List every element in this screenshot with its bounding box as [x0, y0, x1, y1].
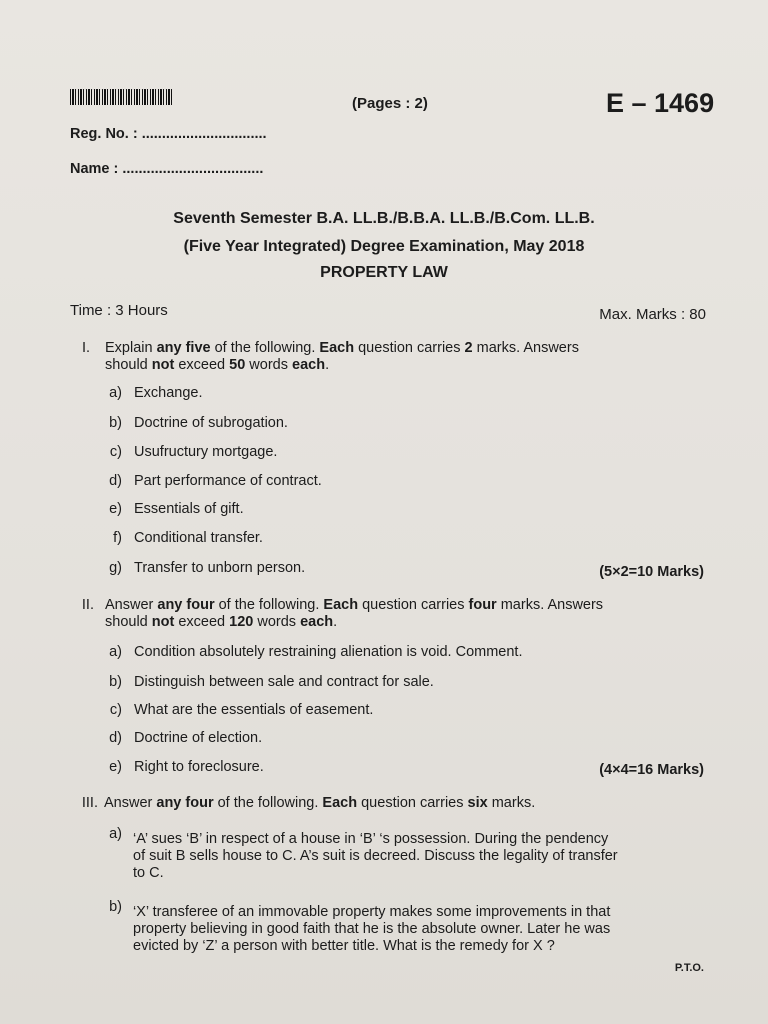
- option-text: Part performance of contract.: [134, 473, 322, 489]
- time-allowed: Time : 3 Hours: [70, 302, 168, 319]
- option-text-line: property believing in good faith that he is the absolute owner. Later he was: [133, 921, 611, 937]
- question-number: II.: [81, 597, 94, 613]
- question-instruction-line1: Answer any four of the following. Each question carries four marks. Answers: [105, 597, 604, 613]
- option-text: Usufructury mortgage.: [134, 444, 278, 460]
- option-text: Conditional transfer.: [134, 530, 263, 546]
- option-text: Right to foreclosure.: [134, 759, 264, 775]
- option-label: d): [109, 473, 122, 489]
- question-number: I.: [81, 340, 90, 356]
- option-label: g): [109, 560, 122, 576]
- barcode: [70, 89, 172, 105]
- option-label: d): [109, 730, 122, 746]
- option-text-line: ‘A’ sues ‘B’ in respect of a house in ‘B’ ‘s possession. During the pendency: [133, 831, 609, 847]
- option-text-line: ‘X’ transferee of an immovable property makes some improvements in that: [133, 904, 611, 920]
- option-text: Doctrine of election.: [134, 730, 263, 746]
- marks-allocation: (4×4=16 Marks): [599, 762, 704, 778]
- exam-code: E – 1469: [606, 88, 715, 118]
- option-text: Essentials of gift.: [134, 501, 244, 517]
- option-text: What are the essentials of easement.: [134, 702, 374, 718]
- option-label: b): [109, 899, 122, 915]
- option-label: a): [109, 826, 122, 842]
- option-label: c): [109, 444, 122, 460]
- exam-title-line1: Seventh Semester B.A. LL.B./B.B.A. LL.B./B.Com. LL.B.: [173, 210, 595, 227]
- question-number: III.: [81, 795, 98, 811]
- question-instruction-line1: Explain any five of the following. Each question carries 2 marks. Answers: [105, 340, 579, 356]
- option-label: e): [109, 501, 122, 517]
- option-text-line: to C.: [133, 865, 164, 881]
- reg-no-field: Reg. No. : ...............................: [70, 126, 267, 142]
- page-turn-over: P.T.O.: [674, 962, 704, 974]
- subject-title: PROPERTY LAW: [320, 264, 448, 281]
- option-label: e): [109, 759, 122, 775]
- option-text: Condition absolutely restraining alienation is void. Comment.: [134, 644, 523, 660]
- option-text: Distinguish between sale and contract for sale.: [134, 674, 434, 690]
- option-label: a): [109, 385, 122, 401]
- question-instruction-line2: should not exceed 120 words each.: [105, 614, 338, 630]
- option-text: Exchange.: [134, 385, 203, 401]
- option-label: f): [113, 530, 122, 546]
- question-instruction-line2: should not exceed 50 words each.: [105, 357, 330, 373]
- option-text-line: evicted by ‘Z’ a person with better title. What is the remedy for X ?: [133, 938, 555, 954]
- marks-allocation: (5×2=10 Marks): [599, 564, 704, 580]
- option-text: Doctrine of subrogation.: [134, 415, 288, 431]
- option-label: c): [109, 702, 122, 718]
- question-instruction-line1: Answer any four of the following. Each question carries six marks.: [104, 795, 536, 811]
- max-marks: Max. Marks : 80: [599, 306, 706, 323]
- option-label: a): [109, 644, 122, 660]
- option-text-line: of suit B sells house to C. A’s suit is decreed. Discuss the legality of transfer: [133, 848, 618, 864]
- page-count: (Pages : 2): [352, 95, 428, 112]
- option-label: b): [109, 674, 122, 690]
- option-label: b): [109, 415, 122, 431]
- name-field: Name : ...................................: [70, 161, 264, 177]
- exam-title-line2: (Five Year Integrated) Degree Examination, May 2018: [183, 238, 585, 255]
- option-text: Transfer to unborn person.: [134, 560, 306, 576]
